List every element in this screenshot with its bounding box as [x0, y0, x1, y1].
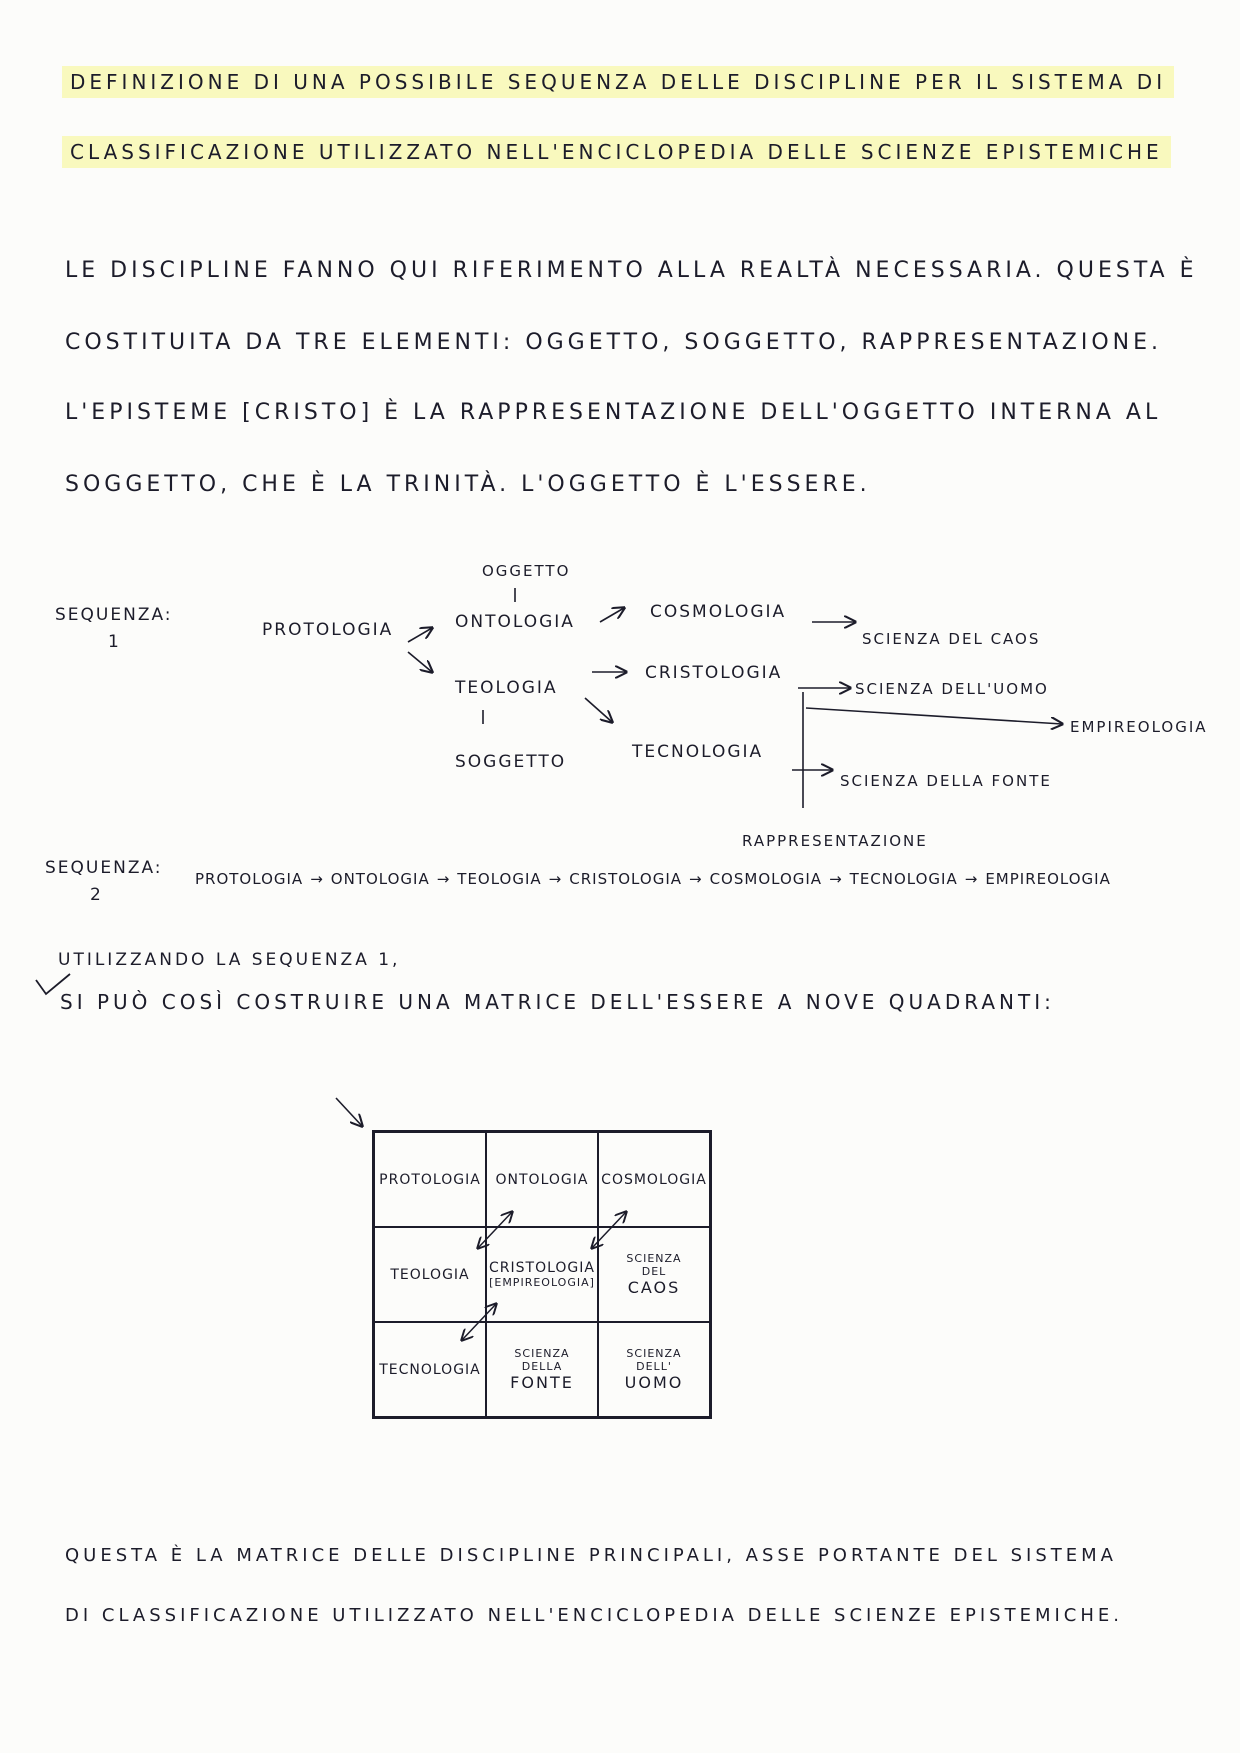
intro-line-4: SOGGETTO, CHE È LA TRINITÀ. L'OGGETTO È L'ESSERE.: [65, 472, 871, 497]
cell-label: ONTOLOGIA: [495, 1171, 589, 1188]
node-rappresentazione: RAPPRESENTAZIONE: [742, 832, 928, 850]
intro-line-1: LE DISCIPLINE FANNO QUI RIFERIMENTO ALLA REALTÀ NECESSARIA. QUESTA È: [65, 258, 1198, 283]
node-scienza-fonte: SCIENZA DELLA FONTE: [840, 772, 1052, 790]
node-cristologia: CRISTOLOGIA: [645, 663, 783, 683]
node-cosmologia: COSMOLOGIA: [650, 602, 787, 622]
node-scienza-uomo: SCIENZA DELL'UOMO: [855, 680, 1049, 698]
cell-label: UOMO: [624, 1373, 684, 1392]
node-soggetto: SOGGETTO: [455, 752, 567, 772]
cell-sublabel: DEL: [641, 1265, 667, 1278]
sequence1-label: SEQUENZA:: [55, 605, 173, 625]
seq2-arrow: →: [310, 870, 324, 888]
seq2-arrow: →: [689, 870, 703, 888]
seq2-item: PROTOLOGIA: [195, 870, 304, 888]
intro-line-3: L'EPISTEME [CRISTO] È LA RAPPRESENTAZIONE DELL'OGGETTO INTERNA AL: [65, 400, 1162, 425]
cell-sublabel: SCIENZA: [626, 1347, 682, 1360]
cell-sublabel: DELL': [636, 1360, 672, 1373]
node-teologia: TEOLOGIA: [455, 678, 558, 698]
matrix-intro-line-1: UTILIZZANDO LA SEQUENZA 1,: [58, 950, 401, 970]
node-ontologia: ONTOLOGIA: [455, 612, 575, 632]
seq2-item: CRISTOLOGIA: [569, 870, 682, 888]
seq2-arrow: →: [964, 870, 979, 888]
cell-label: PROTOLOGIA: [379, 1171, 481, 1188]
double-arrow-icon: [462, 1304, 496, 1340]
conclusion-line-2: DI CLASSIFICAZIONE UTILIZZATO NELL'ENCICLOPEDIA DELLE SCIENZE EPISTEMICHE.: [65, 1605, 1123, 1626]
cell-label: TECNOLOGIA: [379, 1361, 481, 1378]
node-tecnologia: TECNOLOGIA: [632, 742, 764, 762]
cell-sublabel: DELLA: [521, 1360, 563, 1373]
cell-label: COSMOLOGIA: [601, 1171, 707, 1188]
title-line-1: DEFINIZIONE DI UNA POSSIBILE SEQUENZA DELLE DISCIPLINE PER IL SISTEMA DI: [62, 66, 1174, 98]
seq2-item: EMPIREOLOGIA: [985, 870, 1111, 888]
cell-sublabel: SCIENZA: [514, 1347, 570, 1360]
matrix-intro-line-2: SI PUÒ COSÌ COSTRUIRE UNA MATRICE DELL'ESSERE A NOVE QUADRANTI:: [60, 990, 1055, 1014]
cell-label: TEOLOGIA: [390, 1266, 470, 1283]
cell-sublabel: [EMPIREOLOGIA]: [489, 1276, 595, 1289]
cell-label: FONTE: [510, 1373, 574, 1392]
node-scienza-caos: SCIENZA DEL CAOS: [862, 630, 1041, 648]
node-empireologia: EMPIREOLOGIA: [1070, 718, 1208, 736]
node-protologia: PROTOLOGIA: [262, 620, 394, 640]
seq2-arrow: →: [548, 870, 563, 888]
seq2-item: TEOLOGIA: [457, 870, 542, 888]
double-arrow-icon: [478, 1212, 512, 1248]
sequence1-number: 1: [108, 632, 121, 652]
seq2-arrow: →: [436, 870, 451, 888]
conclusion-line-1: QUESTA È LA MATRICE DELLE DISCIPLINE PRINCIPALI, ASSE PORTANTE DEL SISTEMA: [65, 1545, 1117, 1566]
seq2-item: COSMOLOGIA: [709, 870, 823, 888]
seq2-arrow: →: [829, 870, 843, 888]
intro-line-2: COSTITUITA DA TRE ELEMENTI: OGGETTO, SOGGETTO, RAPPRESENTAZIONE.: [65, 330, 1162, 355]
seq2-item: ONTOLOGIA: [330, 870, 430, 888]
cell-label: CAOS: [627, 1278, 681, 1297]
sequence2-label: SEQUENZA:: [45, 858, 163, 878]
double-arrow-icon: [592, 1212, 626, 1248]
sequence2-number: 2: [90, 885, 103, 905]
cell-label: CRISTOLOGIA: [489, 1260, 595, 1276]
cell-sublabel: SCIENZA: [626, 1252, 682, 1265]
seq2-item: TECNOLOGIA: [849, 870, 958, 888]
node-oggetto: OGGETTO: [482, 562, 571, 580]
title-line-2: CLASSIFICAZIONE UTILIZZATO NELL'ENCICLOPEDIA DELLE SCIENZE EPISTEMICHE: [62, 136, 1171, 168]
